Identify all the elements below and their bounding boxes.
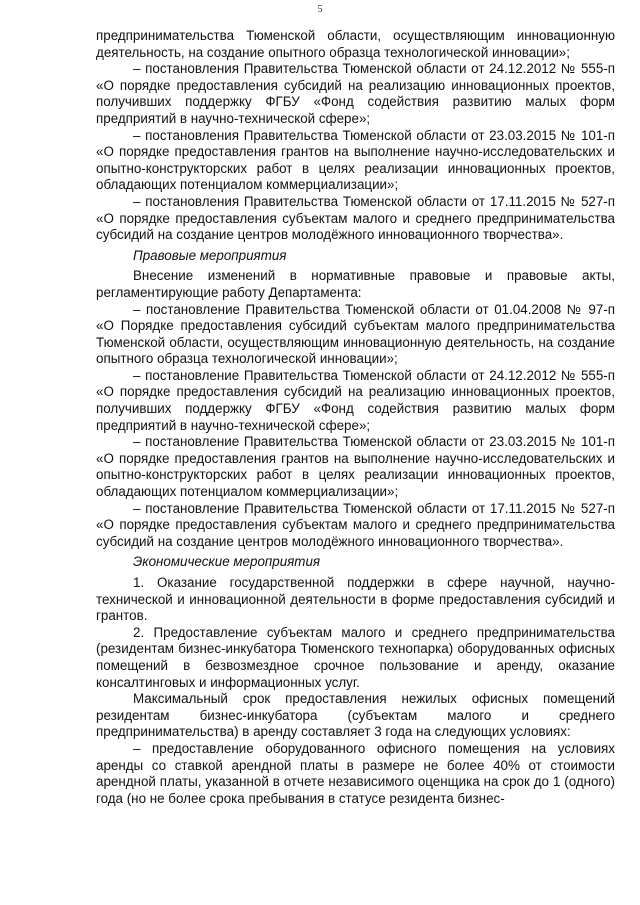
paragraph-amendments-intro: Внесение изменений в нормативные правовые и правовые акты, регламентирующие работу Департамента:: [96, 268, 615, 300]
page-number: 5: [317, 4, 323, 15]
document-body: [96, 28, 615, 807]
paragraph-item-2: 2. Предоставление субъектам малого и среднего предпринимательства (резидентам бизнес-инкубатора Тюменского технопарка) оборудованных офисных помещений в безвозмездное срочное пользование и аренду, оказание консалтинговых и информационных услуг.: [96, 624, 615, 690]
paragraph-decree-555: – постановления Правительства Тюменской области от 24.12.2012 № 555-п «О порядке предоставления субсидий на реализацию инновационных проектов, получивших поддержку ФГБУ «Фонд содействия развитию малых форм предприятий в научно-технической сфере»;: [96, 61, 615, 126]
section-heading-economic: Экономические мероприятия: [133, 554, 321, 570]
paragraph-amend-527: – постановление Правительства Тюменской области от 17.11.2015 № 527-п «О порядке предоставления субъектам малого и среднего предпринимательства субсидий на создание центров молодёжного инновационного творчества».: [96, 500, 615, 549]
paragraph-amend-101: – постановление Правительства Тюменской области от 23.03.2015 № 101-п «О порядке предоставления грантов на выполнение научно-исследовательских и опытно-конструкторских работ в целях реализации инновационных проектов, обладающих потенциалом коммерциализации»;: [96, 434, 615, 500]
paragraph-rent-conditions: – предоставление оборудованного офисного помещения на условиях аренды со ставкой арендной платы в размере не более 40% от стоимости арендной платы, указанной в отчете независимого оценщика на срок до 1 (одного) года (но не более срока пребывания в статусе резидента бизнес-: [96, 740, 615, 806]
section-heading-legal: Правовые мероприятия: [133, 247, 287, 263]
paragraph-item-1: 1. Оказание государственной поддержки в сфере научной, научно-технической и инновационной деятельности в форме предоставления субсидий и грантов.: [96, 575, 615, 624]
paragraph-amend-555: – постановление Правительства Тюменской области от 24.12.2012 № 555-п «О порядке предоставления субсидий на реализацию инновационных проектов, получивших поддержку ФГБУ «Фонд содействия развитию малых форм предприятий в научно-технической сфере»;: [96, 367, 615, 433]
paragraph-continuation: предпринимательства Тюменской области, осуществляющим инновационную деятельность, на создание опытного образца технологической инновации»;: [96, 28, 615, 60]
paragraph-max-term: Максимальный срок предоставления нежилых офисных помещений резидентам бизнес-инкубатора (субъектам малого и среднего предпринимательства) в аренду составляет 3 года на следующих условиях:: [96, 691, 615, 740]
paragraph-decree-101: – постановления Правительства Тюменской области от 23.03.2015 № 101-п «О порядке предоставления грантов на выполнение научно-исследовательских и опытно-конструкторских работ в целях реализации инновационных проектов, обладающих потенциалом коммерциализации»;: [96, 127, 615, 193]
paragraph-decree-527: – постановления Правительства Тюменской области от 17.11.2015 № 527-п «О порядке предоставления субъектам малого и среднего предпринимательства субсидий на создание центров молодёжного инновационного творчества».: [96, 193, 615, 243]
paragraph-amend-97: – постановление Правительства Тюменской области от 01.04.2008 № 97-п «О Порядке предоставления субсидий субъектам малого предпринимательства Тюменской области, осуществляющим инновационную деятельность, на создание опытного образца технологической инновации»;: [96, 301, 615, 367]
